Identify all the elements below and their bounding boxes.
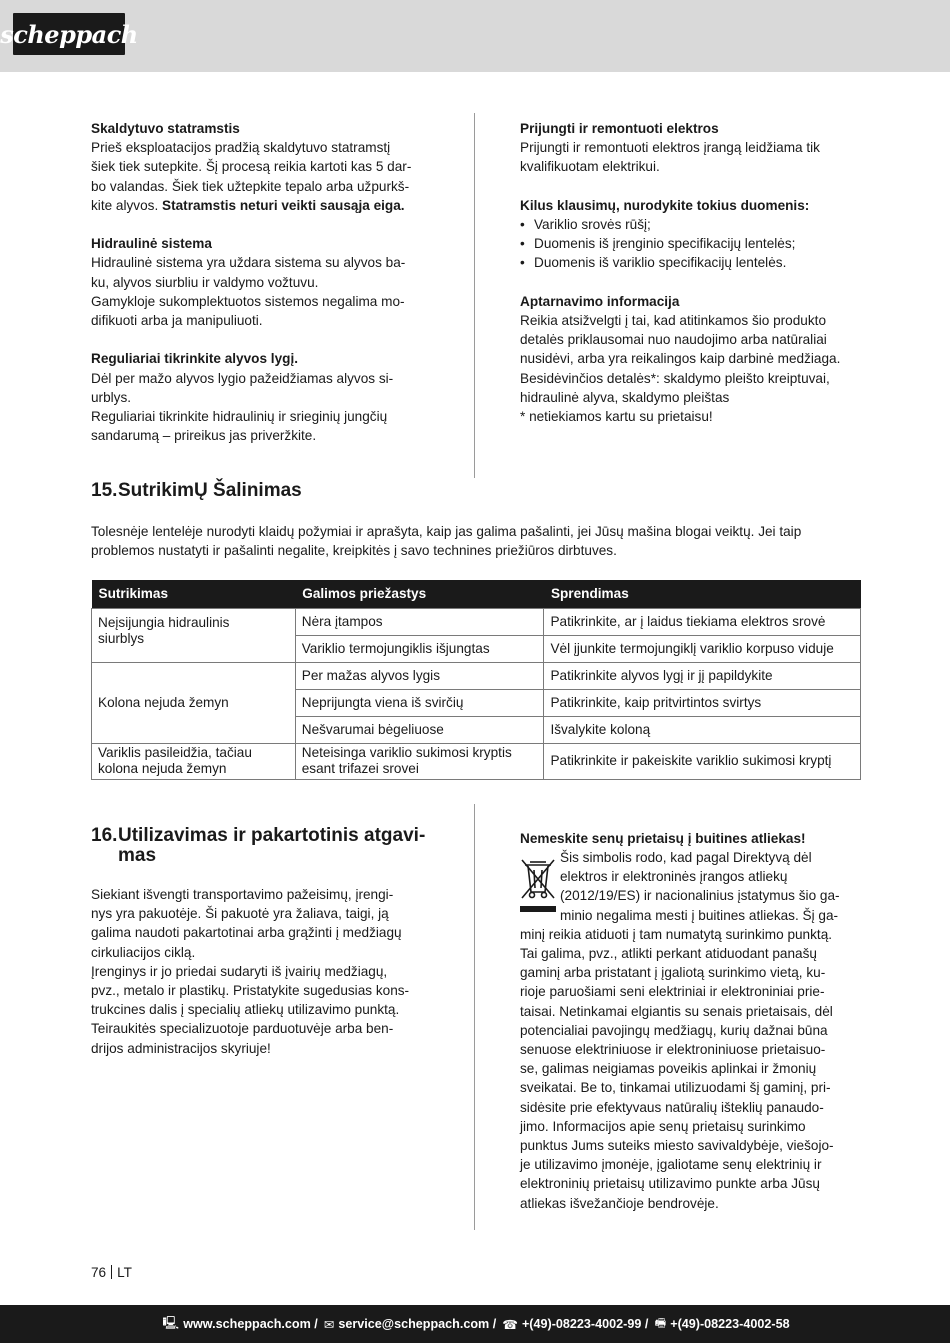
text-line: Tolesnėje lentelėje nurodyti klaidų požymiai ir aprašyta, kaip jas galima pašalinti, jei Jūsų mašina blogai veiktų. Jei taip xyxy=(91,524,802,539)
footer-website[interactable]: www.scheppach.com / xyxy=(183,1317,318,1331)
text-line: rioje paruošiami seni elektriniai ir elektroniniai prie- xyxy=(520,984,825,1000)
text-line: Reguliariai tikrinkite hidraulinių ir srieginių jungčių xyxy=(91,409,388,425)
footer-fax: +(49)-08223-4002-58 xyxy=(670,1317,790,1331)
header-bar xyxy=(0,0,950,72)
column-header: Sutrikimas xyxy=(92,580,296,608)
text-line: galima naudoti pakartotinai arba grąžinti į medžiagų xyxy=(91,925,402,941)
text-fragment: kite alyvos. xyxy=(91,197,163,213)
cell-line: siurblys xyxy=(98,630,145,646)
heading-splitter-column: Skaldytuvo statramstis xyxy=(91,121,240,136)
table-row xyxy=(92,662,861,689)
heading-service-info: Aptarnavimo informacija xyxy=(520,293,680,309)
text-line: punktus Jums suteiks miesto savivaldybėje, viešojo- xyxy=(520,1138,834,1154)
text-line: problemos nustatyti ir pašalinti negalite, kreipkitės į savo technines priežiūros dirbtuves. xyxy=(91,543,617,559)
text-line: nys yra pakuotėje. Ši pakuotė yra žaliava, taigi, ją xyxy=(91,906,389,922)
text-line: Tai galima, pvz., atlikti perkant atiduodant panašų xyxy=(520,946,817,962)
text-line: Prieš eksploatacijos pradžią skaldytuvo statramstį xyxy=(91,140,391,156)
text-line: detalės priklausomai nuo naudojimo arba natūraliai xyxy=(520,332,827,348)
text-line: cirkuliacijos ciklą. xyxy=(91,944,196,960)
text-line: (2012/19/ES) ir nacionalinius įstatymus šio ga- xyxy=(560,888,840,904)
text-line: Įrenginys ir jo priedai sudaryti iš įvairių medžiagų, xyxy=(91,963,388,979)
solution-cell: Išvalykite koloną xyxy=(544,716,861,743)
table-row xyxy=(92,608,861,635)
text-line: sveikatai. Be to, tinkamai utilizuodami šį gaminį, pri- xyxy=(520,1080,831,1096)
cause-cell: Nešvarumai bėgeliuose xyxy=(295,716,544,743)
text-line: taisai. Netinkamai elgiantis su senais prietaisais, dėl xyxy=(520,1003,833,1019)
table-row xyxy=(92,743,861,779)
cause-cell: Variklio termojungiklis išjungtas xyxy=(295,635,544,662)
text-line: gaminį arba pristatant į įgaliotą surinkimo vietą, ku- xyxy=(520,965,826,981)
text-line: bo valandas. Šiek tiek užtepkite tepalo arba užpurkš- xyxy=(91,178,410,194)
brand-logo: scheppach xyxy=(13,13,125,55)
left-column xyxy=(91,119,430,445)
heading-oil-level: Reguliariai tikrinkite alyvos lygį. xyxy=(91,351,299,367)
text-line: elektroninių prietaisų utilizavimo punkte arba Jūsų xyxy=(520,1176,820,1192)
solution-cell: Patikrinkite ir pakeiskite variklio sukimosi kryptį xyxy=(544,743,861,779)
footer-email[interactable]: service@scheppach.com / xyxy=(338,1317,497,1331)
text-line: Teiraukitės specializuotoje parduotuvėje arba ben- xyxy=(91,1021,394,1037)
text-line: senuose elektriniuose ir elektroniniuose prietaisuo- xyxy=(520,1042,826,1058)
text-line: atliekas išvežančioje bendrovėje. xyxy=(520,1195,719,1211)
text-line: Šis simbolis rodo, kad pagal Direktyvą dėl xyxy=(560,850,812,865)
troubleshooting-table xyxy=(91,580,861,780)
phone-icon: ☎ xyxy=(502,1317,518,1332)
column-header: Sprendimas xyxy=(544,580,861,608)
heading-disposal: Nemeskite senų prietaisų į buitines atliekas! xyxy=(520,831,806,846)
text-line: se, galimas neigiamas poveikis aplinkai ir žmonių xyxy=(520,1061,817,1077)
page-number xyxy=(91,1265,132,1281)
text-line: šiek tiek sutepkite. Šį procesą reikia kartoti kas 5 dar- xyxy=(91,159,412,175)
text-line: jimo. Informacijos apie senų prietaisų surinkimo xyxy=(520,1118,806,1134)
text-line: minio negalima mesti į buitines atliekas. Šį ga- xyxy=(560,907,839,923)
footer-bar xyxy=(0,1305,950,1343)
fax-icon: 🖷 xyxy=(654,1315,667,1330)
list-item: • Duomenis iš variklio specifikacijų lentelės. xyxy=(520,253,859,272)
bold-warning: Statramstis neturi veikti sausąja eiga. xyxy=(162,197,405,213)
text-line xyxy=(91,196,430,215)
text-line: Besidėvinčios detalės*: skaldymo pleišto kreiptuvai, xyxy=(520,370,830,386)
text-line: difikuoti arba ja manipuliuoti. xyxy=(91,313,263,329)
disposal-body xyxy=(520,848,859,1213)
section-number: 15. xyxy=(91,480,118,501)
footer-phone: +(49)-08223-4002-99 / xyxy=(521,1317,649,1331)
text-line: Reikia atsižvelgti į tai, kad atitinkamos šio produkto xyxy=(520,313,826,328)
solution-cell: Patikrinkite, ar į laidus tiekiama elektros srovė xyxy=(544,608,861,635)
text-line: sidėsite prie efektyvaus natūralių išteklių panaudo- xyxy=(520,1099,824,1115)
section-16-body xyxy=(91,885,430,1058)
language-code: LT xyxy=(117,1265,132,1280)
text-line: Dėl per mažo alyvos lygio pažeidžiamas alyvos si- xyxy=(91,370,394,386)
heading-questions: Kilus klausimų, nurodykite tokius duomenis: xyxy=(520,197,810,213)
section-title-text: Utilizavimas ir pakartotinis atgavi- xyxy=(118,825,426,846)
fault-cell xyxy=(92,608,296,662)
section-15-intro xyxy=(91,522,866,560)
section-title-text: mas xyxy=(118,845,157,866)
column-divider xyxy=(474,804,475,1230)
table-header-row xyxy=(92,580,861,608)
text-line: minį reikia atiduoti į tam numatytą surinkimo punktą. xyxy=(520,926,833,942)
section-title-text: SutrikimŲ Šalinimas xyxy=(118,480,302,501)
list-item: • Duomenis iš įrenginio specifikacijų lentelės; xyxy=(520,234,859,253)
text-line: nusidėvi, arba yra reikalingos kaip darbinė medžiaga. xyxy=(520,351,841,367)
cause-cell xyxy=(295,743,544,779)
heading-electrical: Prijungti ir remontuoti elektros xyxy=(520,121,719,136)
column-divider xyxy=(474,113,475,478)
list-item: • Variklio srovės rūšį; xyxy=(520,215,859,234)
text-line: * netiekiamos kartu su prietaisu! xyxy=(520,409,713,425)
section-number: 16. xyxy=(91,825,118,846)
cause-cell: Neprijungta viena iš svirčių xyxy=(295,689,544,716)
text-line: Siekiant išvengti transportavimo pažeisimų, įrengi- xyxy=(91,887,394,902)
info-list xyxy=(520,215,859,273)
text-line: je utilizavimo įmonėje, įgaliotame senų elektrinių ir xyxy=(520,1157,822,1173)
solution-cell: Patikrinkite, kaip pritvirtintos svirtys xyxy=(544,689,861,716)
column-header: Galimos priežastys xyxy=(295,580,544,608)
cell-line: Variklis pasileidžia, tačiau xyxy=(98,745,252,760)
text-line: Prijungti ir remontuoti elektros įrangą leidžiama tik xyxy=(520,140,820,156)
page-number-value: 76 xyxy=(91,1265,107,1280)
text-line: elektros ir elektroninės įrangos atliekų xyxy=(560,869,788,885)
text-line: hidraulinė alyva, skaldymo pleištas xyxy=(520,389,730,405)
cell-line: kolona nejuda žemyn xyxy=(98,761,227,776)
text-line: ku, alyvos siurbliu ir valdymo vožtuvu. xyxy=(91,274,319,290)
solution-cell: Vėl įjunkite termojungiklį variklio korpuso viduje xyxy=(544,635,861,662)
cell-line: Neįsijungia hidraulinis xyxy=(98,614,230,630)
text-line: drijos administracijos skyriuje! xyxy=(91,1040,271,1056)
section-15-title xyxy=(91,481,302,501)
solution-cell: Patikrinkite alyvos lygį ir jį papildykite xyxy=(544,662,861,689)
text-line: Gamykloje sukomplektuotos sistemos negalima mo- xyxy=(91,293,405,309)
fault-cell xyxy=(92,743,296,779)
text-line: sandarumą – prireikus jas priveržkite. xyxy=(91,428,317,444)
text-line: potencialiai pavojingų medžiagų, kurių dažnai būna xyxy=(520,1022,828,1038)
disposal-heading-block xyxy=(520,829,859,848)
section-16-title xyxy=(91,826,436,866)
heading-hydraulic-system: Hidraulinė sistema xyxy=(91,236,212,252)
computer-icon: 🖳 xyxy=(162,1315,180,1330)
right-column xyxy=(520,119,859,426)
cause-cell: Nėra įtampos xyxy=(295,608,544,635)
text-line: trukcines dalis į specialių atliekų utilizavimo punktą. xyxy=(91,1002,400,1018)
cell-line: Neteisinga variklio sukimosi kryptis xyxy=(301,745,512,760)
cause-cell: Per mažas alyvos lygis xyxy=(295,662,544,689)
cell-line: esant trifazei srovei xyxy=(301,761,419,776)
text-line: kvalifikuotam elektrikui. xyxy=(520,159,660,175)
text-line: pvz., metalo ir plastikų. Pristatykite sugedusias kons- xyxy=(91,983,410,999)
text-line: urblys. xyxy=(91,389,132,405)
page-separator xyxy=(111,1265,112,1279)
fault-cell: Kolona nejuda žemyn xyxy=(92,662,296,743)
envelope-icon: ✉ xyxy=(323,1317,335,1332)
text-line: Hidraulinė sistema yra uždara sistema su alyvos ba- xyxy=(91,255,406,271)
